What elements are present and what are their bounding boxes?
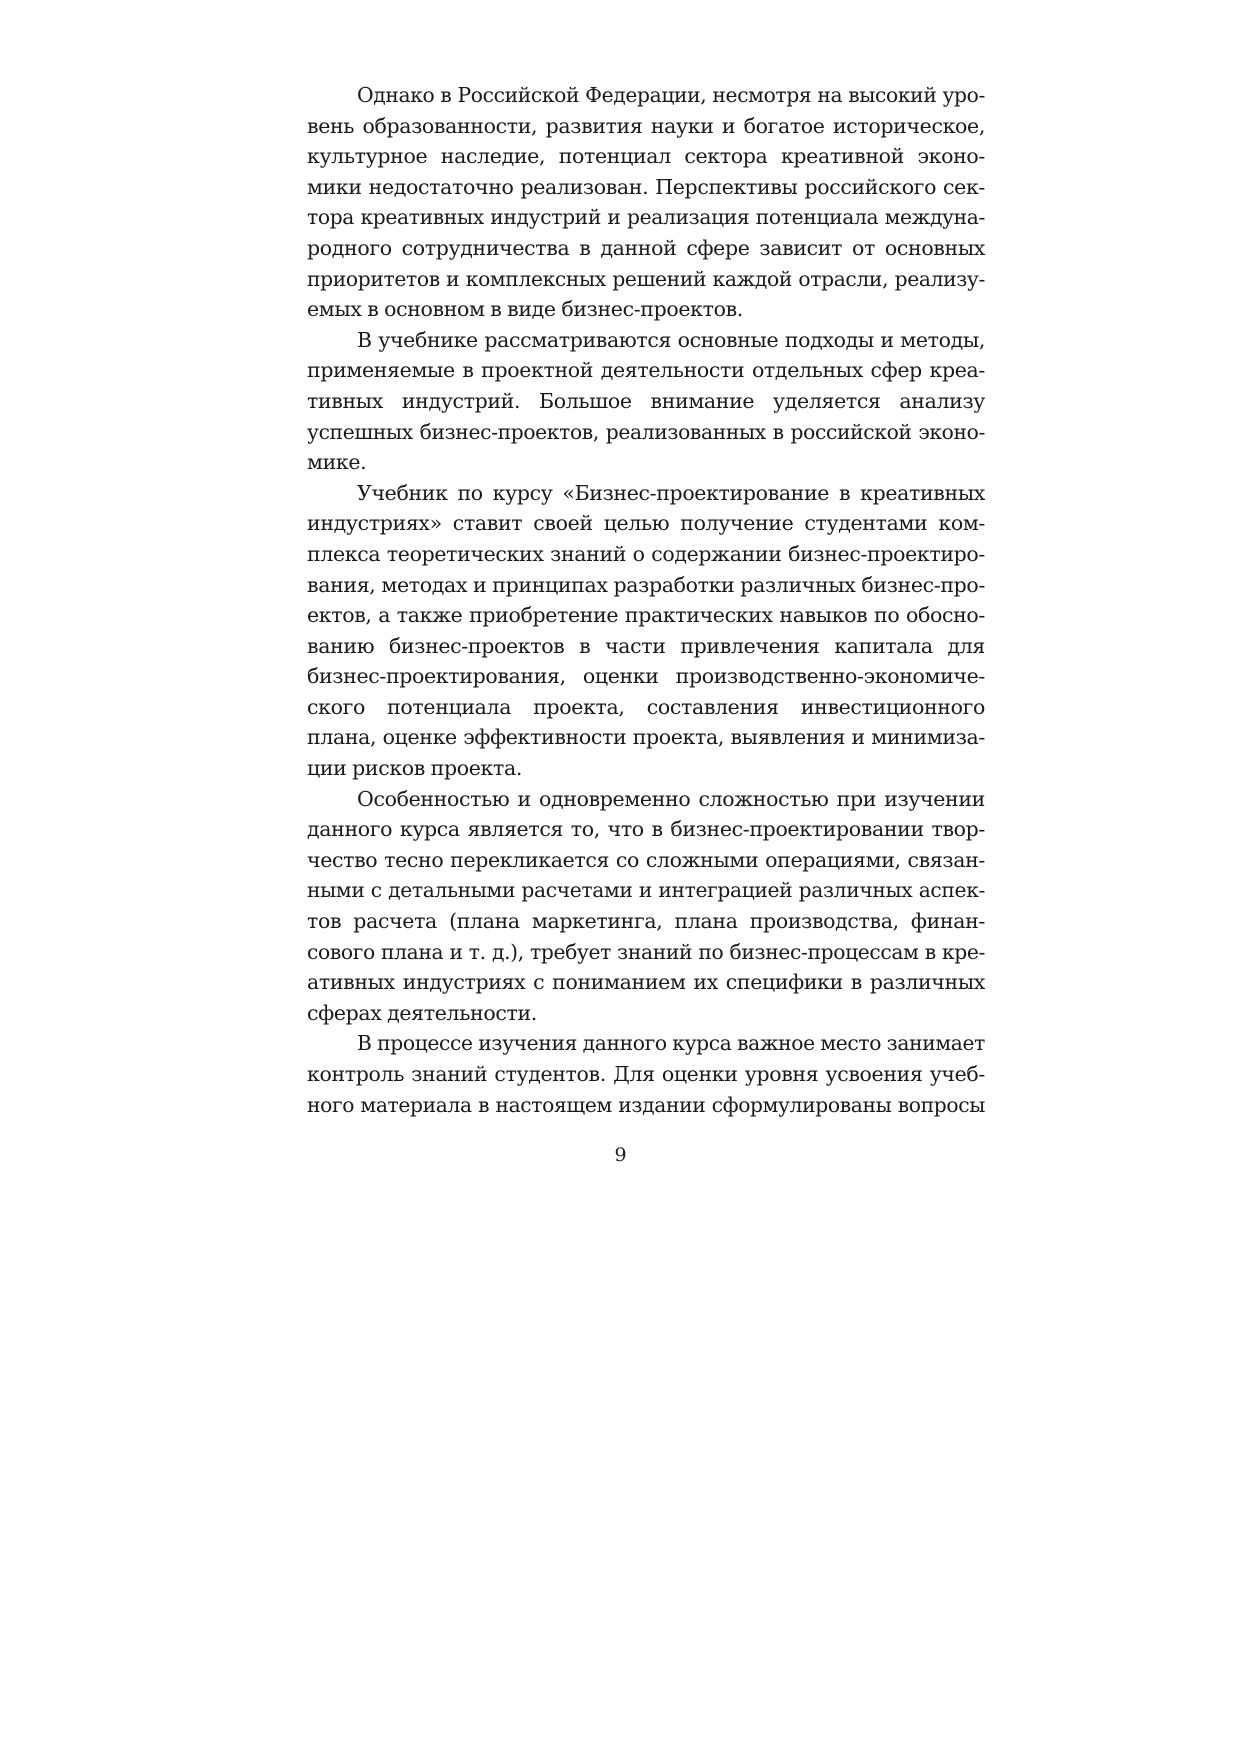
text-line: мики недостаточно реализован. Перспективы российского сек- xyxy=(307,174,985,199)
text-line: успешных бизнес-проектов, реализованных в российской эконо- xyxy=(307,419,985,444)
text-line: чество тесно перекликается со сложными операциями, связан- xyxy=(307,847,985,872)
text-line: плекса теоретических знаний о содержании бизнес-проектиро- xyxy=(307,541,985,566)
text-line: Особенностью и одновременно сложностью при изучении xyxy=(357,786,985,811)
text-line: культурное наследие, потенциал сектора креативной эконо- xyxy=(307,144,985,169)
text-line: тора креативных индустрий и реализация потенциала междуна- xyxy=(307,205,985,230)
text-line: Однако в Российской Федерации, несмотря на высокий уро- xyxy=(357,83,985,107)
text-line: контроль знаний студентов. Для оценки уровня усвоения учеб- xyxy=(307,1062,985,1086)
paragraph-1 xyxy=(307,80,985,325)
text-line: ции рисков проекта. xyxy=(307,756,523,781)
text-line: сферах деятельности. xyxy=(307,1000,537,1025)
text-line: родного сотрудничества в данной сфере зависит от основных xyxy=(307,235,985,260)
paragraph-4 xyxy=(307,784,985,1029)
text-line: В учебнике рассматриваются основные подходы и методы, xyxy=(357,327,985,352)
text-line: В процессе изучения данного курса важное место занимает xyxy=(357,1031,985,1056)
page-number: 9 xyxy=(614,1144,627,1166)
paragraph-2 xyxy=(307,325,985,478)
text-line: приоритетов и комплексных решений каждой отрасли, реализу- xyxy=(307,266,985,291)
text-line: индустриях» ставит своей целью получение студентами ком- xyxy=(307,511,985,536)
paragraph-5 xyxy=(307,1028,985,1120)
text-line: применяемые в проектной деятельности отдельных сфер креа- xyxy=(307,358,985,383)
text-line: вень образованности, развития науки и богатое историческое, xyxy=(307,113,985,138)
text-line: тов расчета (плана маркетинга, плана производства, финан- xyxy=(307,909,985,934)
text-line: сового плана и т. д.), требует знаний по бизнес-процессам в кре- xyxy=(307,939,985,964)
text-line: тивных индустрий. Большое внимание уделяется анализу xyxy=(307,388,985,413)
body-text xyxy=(307,80,985,1120)
text-line: плана, оценке эффективности проекта, выявления и минимиза- xyxy=(307,725,985,750)
text-line: ского потенциала проекта, составления инвестиционного xyxy=(307,694,985,719)
text-line: мике. xyxy=(307,450,367,475)
text-line: ванию бизнес-проектов в части привлечения капитала для xyxy=(307,633,985,658)
text-line: данного курса является то, что в бизнес-проектировании твор- xyxy=(307,817,985,842)
text-line: ного материала в настоящем издании сформулированы вопросы xyxy=(307,1092,985,1117)
text-line: ативных индустриях с пониманием их специфики в различных xyxy=(307,970,985,995)
text-line: ектов, а также приобретение практических навыков по обосно- xyxy=(307,603,985,628)
text-line: бизнес-проектирования, оценки производственно-экономиче- xyxy=(307,664,985,689)
text-line: Учебник по курсу «Бизнес-проектирование в креативных xyxy=(357,480,985,505)
text-line: емых в основном в виде бизнес-проектов. xyxy=(307,297,743,322)
text-line: ными с детальными расчетами и интеграцией различных аспек- xyxy=(307,878,985,903)
paragraph-3 xyxy=(307,478,985,784)
text-line: вания, методах и принципах разработки различных бизнес-про- xyxy=(307,572,985,597)
